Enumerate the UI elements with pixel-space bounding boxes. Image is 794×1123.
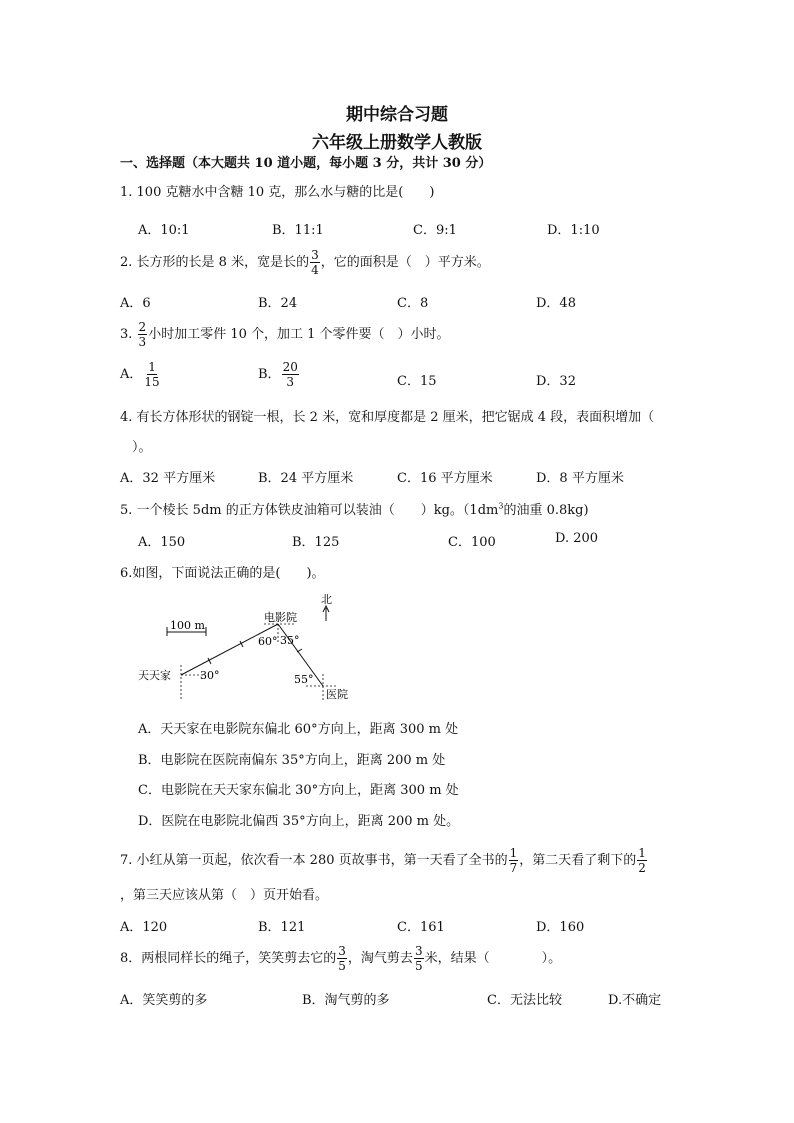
question-2 [120,248,490,277]
question-4-line2: ）。 [132,440,152,455]
q4-option-b[interactable]: B．24 平方厘米 [258,471,354,486]
q6-option-d[interactable]: D．医院在电影院北偏西 35°方向上，距离 200 m 处。 [138,814,460,829]
q3-option-a[interactable]: A． $\frac{1}{15}$ [120,360,160,389]
q2-text-pre: 2. 长方形的长是 8 米，宽是长的 [120,255,310,270]
q8-option-c[interactable]: C．无法比较 [487,993,562,1008]
q3-option-d[interactable]: D．32 [536,374,576,389]
north-label: 北 [321,593,332,606]
q5-option-a[interactable]: A．150 [138,535,186,550]
question-1: 1. 100 克糖水中含糖 10 克，那么水与糖的比是( ) [120,185,435,200]
map-diagram [130,588,370,708]
q1-option-d[interactable]: D．1:10 [547,223,600,238]
q3-option-b[interactable]: B． $\frac{20}{3}$ [258,360,298,389]
q7-option-a[interactable]: A．120 [120,920,168,935]
page-title: 期中综合习题 [346,105,448,125]
q6-option-a[interactable]: A．天天家在电影院东偏北 60°方向上，距离 300 m 处 [138,722,459,737]
q6-option-c[interactable]: C．电影院在天天家东偏北 30°方向上，距离 300 m 处 [138,783,459,798]
question-5: 5. 一个棱长 5dm 的正方体铁皮油箱可以装油（ ）kg。（$1dm^3$的油重 0.8kg) [120,501,589,518]
angle-30: 30° [200,669,220,682]
q3-fraction: $\frac{2}{3}$ [138,320,147,349]
q1-option-a[interactable]: A．10:1 [138,223,190,238]
cinema-label: 电影院 [264,611,297,624]
section-heading: 一、选择题（本大题共 10 道小题，每小题 3 分，共计 30 分） [120,156,492,171]
q2-text-post: ，它的面积是（ ）平方米。 [320,255,490,270]
q8-option-b[interactable]: B．淘气剪的多 [302,993,390,1008]
question-4-line1: 4. 有长方体形状的钢锭一根，长 2 米，宽和厚度都是 2 厘米，把它锯成 4 段，表面积增加（ [120,410,655,425]
q8-option-d[interactable]: D.不确定 [608,993,662,1008]
q4-option-c[interactable]: C．16 平方厘米 [397,471,493,486]
q2-option-a[interactable]: A．6 [120,296,151,311]
q6-option-b[interactable]: B．电影院在医院南偏东 35°方向上，距离 200 m 处 [138,753,446,768]
q7-option-b[interactable]: B．121 [258,920,306,935]
question-7-line1: 7. 小红从第一页起，依次看一本 280 页故事书，第一天看了全书的 $\frac{1}{7}$ ，第二天看了剩下的 $\frac{1}{2}$ [120,846,646,875]
q2-option-b[interactable]: B．24 [258,296,298,311]
q2-fraction: $\frac{3}{4}$ [311,248,319,277]
q5-option-c[interactable]: C．100 [448,535,496,550]
scale-label: 100 m [170,619,205,632]
page-subtitle: 六年级上册数学人教版 [312,133,482,153]
q4-option-d[interactable]: D．8 平方厘米 [536,471,624,486]
question-8: 8．两根同样长的绳子，笑笑剪去它的 $\frac{3}{5}$ ，淘气剪去 $\frac{3}{5}$ 米，结果（ ）。 [120,944,562,973]
question-6: 6.如图，下面说法正确的是( )。 [120,566,325,581]
q1-option-c[interactable]: C．9:1 [413,223,457,238]
q5-option-d[interactable]: D. 200 [555,531,599,546]
hospital-label: 医院 [326,688,348,701]
q5-option-b[interactable]: B．125 [292,535,340,550]
q7-option-c[interactable]: C．161 [397,920,445,935]
angle-55: 55° [294,673,314,686]
q3-option-c[interactable]: C．15 [397,374,437,389]
question-3: 3. $\frac{2}{3}$ 小时加工零件 10 个，加工 1 个零件要（ ）小时。 [120,320,450,349]
q2-option-c[interactable]: C．8 [397,296,429,311]
q4-option-a[interactable]: A．32 平方厘米 [120,471,216,486]
angle-60: 60° [258,635,278,648]
home-label: 天天家 [138,669,171,682]
q8-option-a[interactable]: A．笑笑剪的多 [120,993,208,1008]
angle-35: 35° [280,634,300,647]
q2-option-d[interactable]: D．48 [536,296,576,311]
q7-option-d[interactable]: D．160 [536,920,585,935]
question-7-line2: ，第三天应该从第（ ）页开始看。 [120,888,329,903]
q1-option-b[interactable]: B．11:1 [272,223,324,238]
